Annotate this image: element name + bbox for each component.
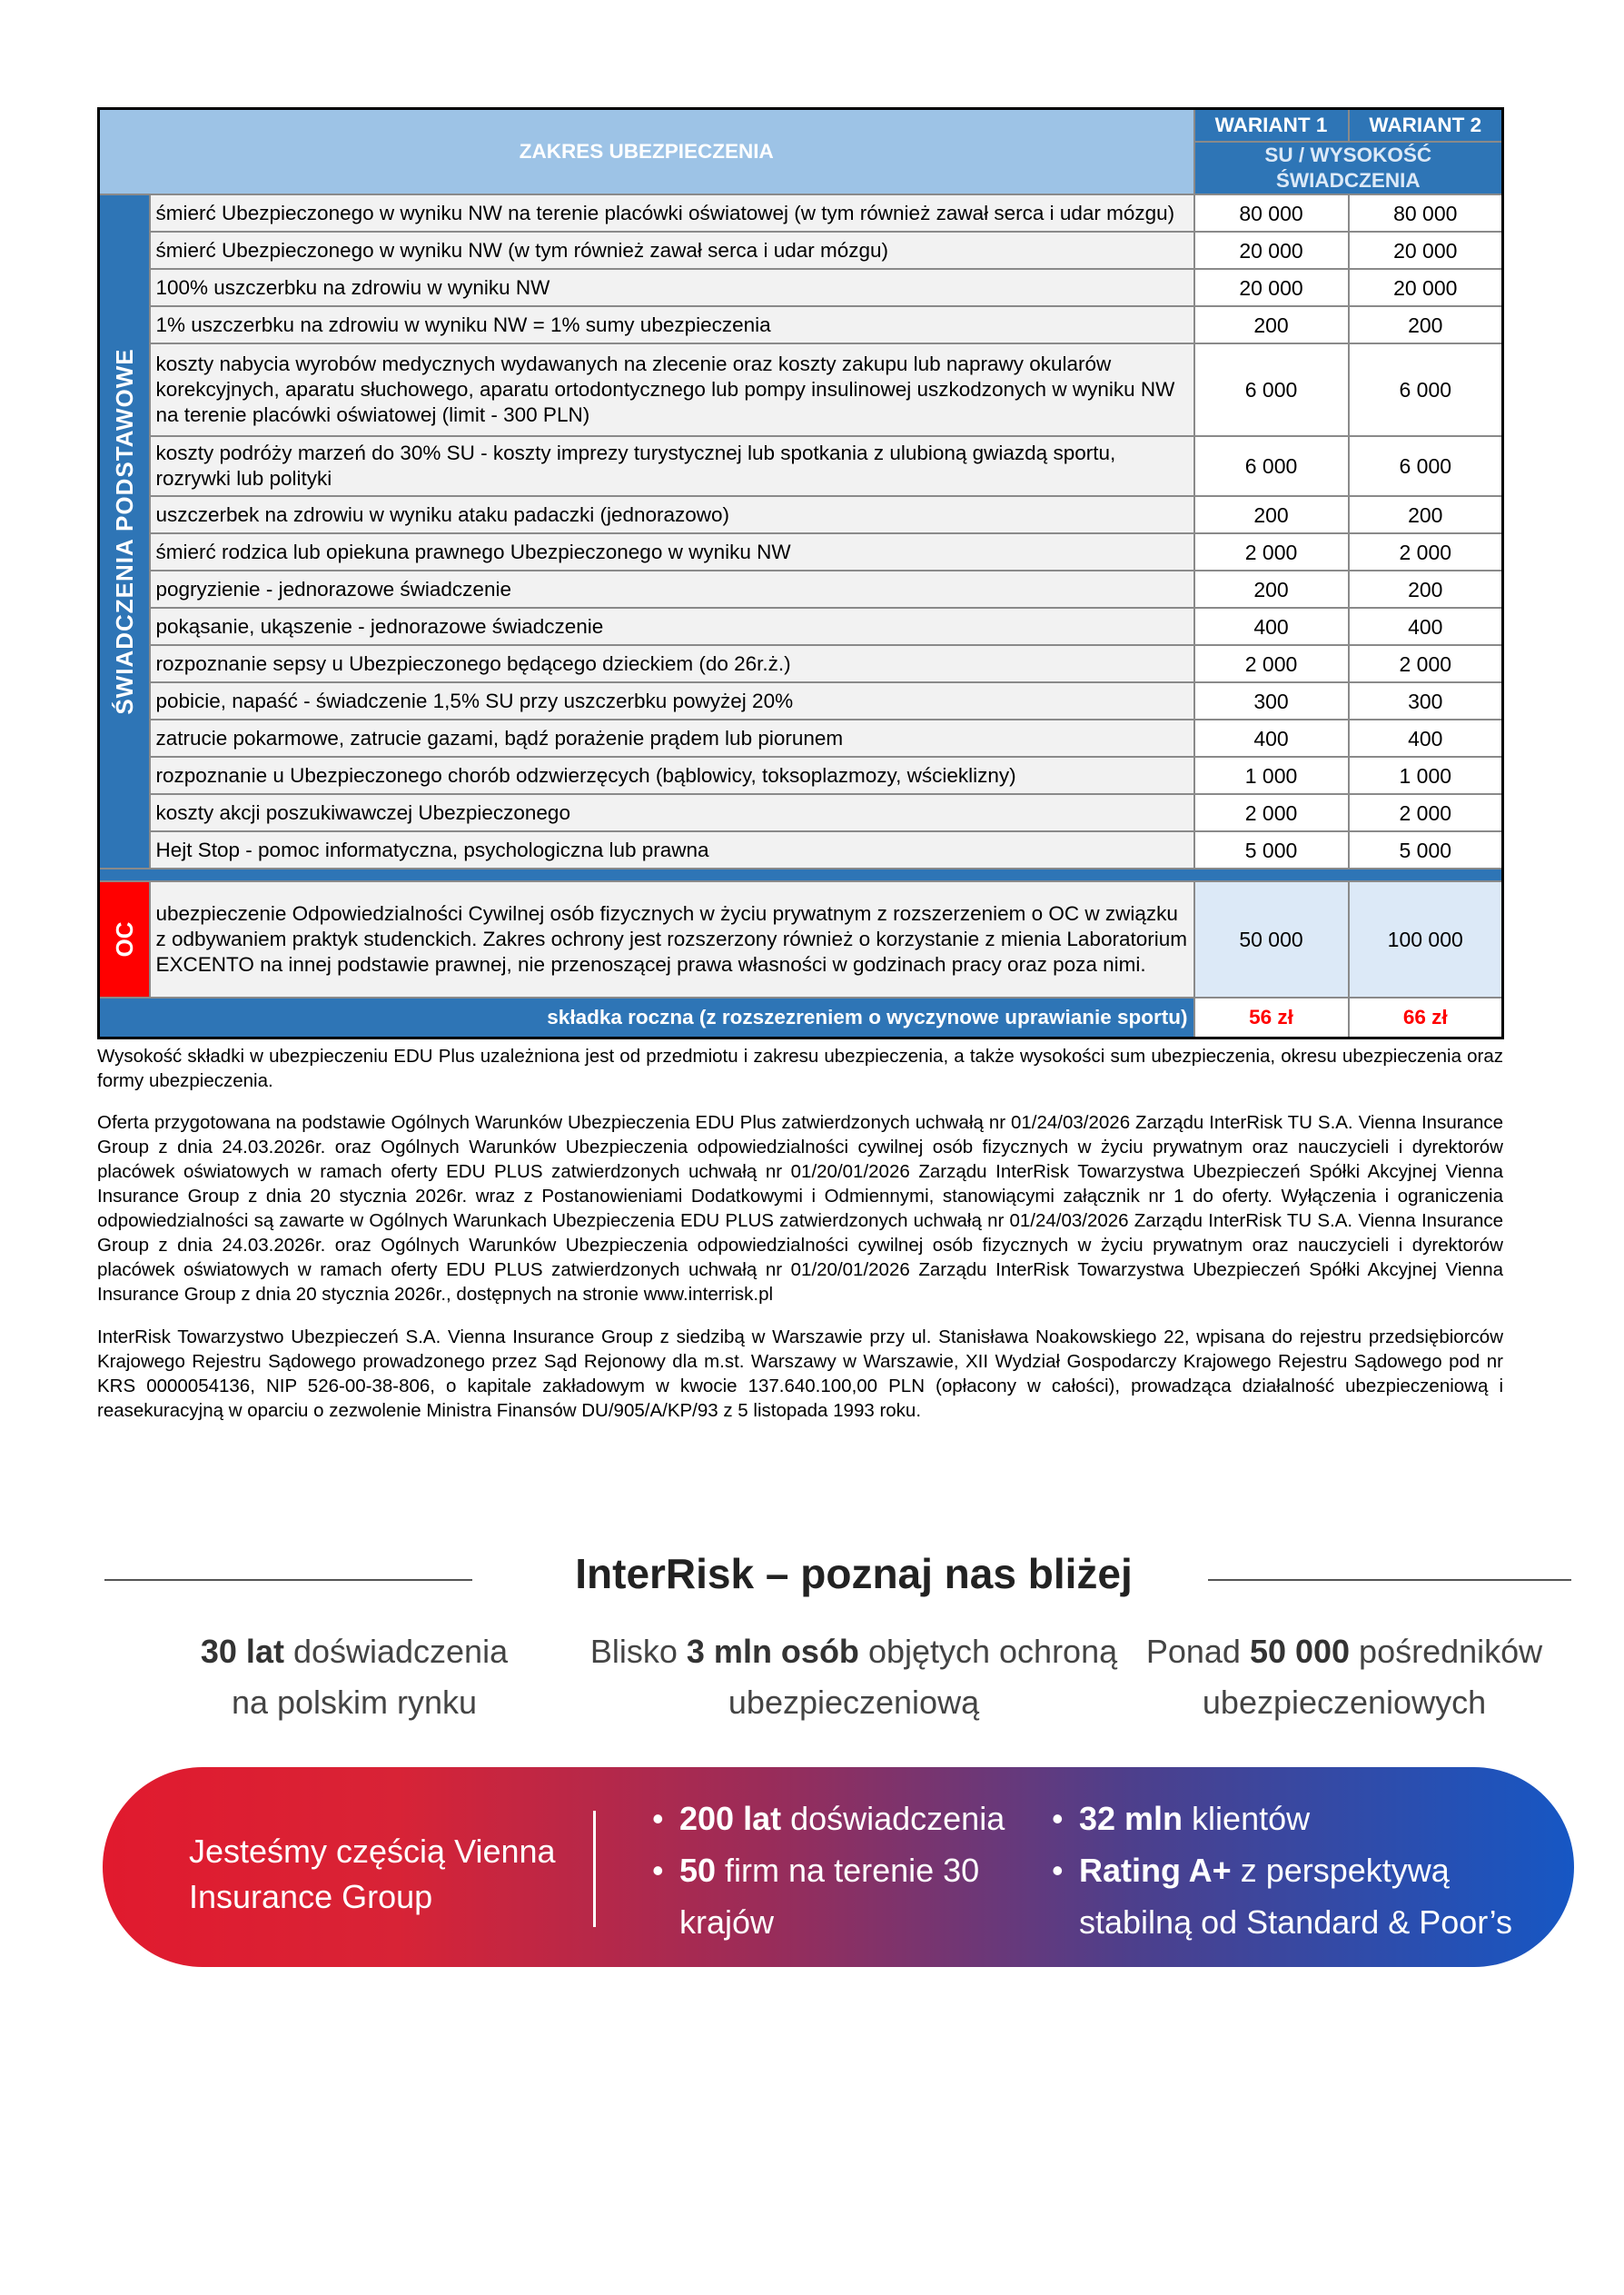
table-row <box>99 343 1503 436</box>
stat-insured-people: Blisko 3 mln osób objętych ochroną ubezpieczeniową <box>589 1633 1118 1721</box>
benefit-description: 100% uszczerbku na zdrowiu w wyniku NW <box>150 269 1194 306</box>
benefit-description: pobicie, napaść - świadczenie 1,5% SU przy uszczerbku powyżej 20% <box>150 682 1194 720</box>
variant2-value: 400 <box>1349 720 1503 757</box>
vig-membership-text: Jesteśmy częścią Vienna Insurance Group <box>189 1833 556 1915</box>
table-row <box>99 831 1503 869</box>
variant2-value: 20 000 <box>1349 232 1503 269</box>
basic-benefits-side-label <box>99 194 150 869</box>
table-row <box>99 720 1503 757</box>
benefit-description: pogryzienie - jednorazowe świadczenie <box>150 571 1194 608</box>
variant1-premium: 56 zł <box>1194 998 1349 1038</box>
benefit-description: śmierć Ubezpieczonego w wyniku NW (w tym również zawał serca i udar mózgu) <box>150 232 1194 269</box>
section-separator <box>99 869 1503 881</box>
fact-clients: • 32 mln klientów <box>1052 1793 1560 1844</box>
variant2-value: 5 000 <box>1349 831 1503 869</box>
fact-rating: • Rating A+ z perspektywą stabilną od Standard & Poor’s <box>1052 1844 1560 1948</box>
variant1-value: 1 000 <box>1194 757 1349 794</box>
table-row <box>99 194 1503 232</box>
vig-banner <box>103 1767 1574 1967</box>
variant2-value: 1 000 <box>1349 757 1503 794</box>
benefit-description: rozpoznanie sepsy u Ubezpieczonego będącego dzieckiem (do 26r.ż.) <box>150 645 1194 682</box>
variant1-value: 20 000 <box>1194 269 1349 306</box>
variant1-value: 300 <box>1194 682 1349 720</box>
variant1-value: 400 <box>1194 608 1349 645</box>
variant1-value: 20 000 <box>1194 232 1349 269</box>
coverage-table <box>97 107 1504 1039</box>
variant2-value: 300 <box>1349 682 1503 720</box>
table-row <box>99 608 1503 645</box>
table-row <box>99 794 1503 831</box>
oc-label-text: OC <box>110 921 138 958</box>
benefit-description: koszty akcji poszukiwawczej Ubezpieczonego <box>150 794 1194 831</box>
stat-experience: 30 lat doświadczenia na polskim rynku <box>200 1633 509 1721</box>
table-title: ZAKRES UBEZPIECZENIA <box>99 109 1194 195</box>
variant2-header: WARIANT 2 <box>1349 109 1503 143</box>
variant2-value: 200 <box>1349 306 1503 343</box>
variant1-value: 2 000 <box>1194 533 1349 571</box>
variant1-value: 200 <box>1194 496 1349 533</box>
annual-premium-row <box>99 998 1503 1038</box>
banner-divider <box>593 1811 596 1927</box>
variant1-header: WARIANT 1 <box>1194 109 1349 143</box>
company-info-note: InterRisk Towarzystwo Ubezpieczeń S.A. Vienna Insurance Group z siedzibą w Warszawie przy ul. Stanisława Noakowskiego 22, wpisana do rejestru przedsiębiorców Krajowego Rejestru Sądowego prowadzonego przez Sąd Rejonowy dla m.st. Warszawy w Warszawie, XII Wydział Gospodarczy Krajowego Rejestru Sądowego pod nr KRS 0000054136, NIP 526-00-38-806, o kapitale zakładowym w kwocie 137.640.100,00 PLN (opłacony w całości), prowadząca działalność ubezpieczeniową i reasekuracyjną w oparciu o zezwolenie Ministra Finansów DU/905/A/KP/93 z 5 listopada 1993 roku. <box>97 1326 1503 1421</box>
variant1-value: 2 000 <box>1194 645 1349 682</box>
variant2-value: 2 000 <box>1349 794 1503 831</box>
fact-companies: • 50 firm na terenie 30 krajów <box>652 1844 1034 1948</box>
sum-insured-subheader: SU / WYSOKOŚĆ ŚWIADCZENIA <box>1194 142 1503 194</box>
table-row <box>99 496 1503 533</box>
benefit-description: śmierć rodzica lub opiekuna prawnego Ubezpieczonego w wyniku NW <box>150 533 1194 571</box>
table-row <box>99 645 1503 682</box>
variant1-value: 2 000 <box>1194 794 1349 831</box>
vig-facts-right <box>1052 1793 1560 1948</box>
stat-intermediaries: Ponad 50 000 pośredników ubezpieczeniowych <box>1145 1633 1543 1721</box>
variant1-value: 80 000 <box>1194 194 1349 232</box>
variant2-value: 200 <box>1349 571 1503 608</box>
table-row <box>99 682 1503 720</box>
oc-description: ubezpieczenie Odpowiedzialności Cywilnej osób fizycznych w życiu prywatnym z rozszerzeniem o OC w związku z odbywaniem praktyk studenckich. Zakres ochrony jest rozszerzony również o korzystanie z mienia Laboratorium EXCENTO na innej podstawie prawnej, nie przenoszącej prawa własności w godzinach pracy oraz poza nimi. <box>150 881 1194 998</box>
variant2-value: 6 000 <box>1349 436 1503 496</box>
variant2-value: 400 <box>1349 608 1503 645</box>
variant1-value: 200 <box>1194 571 1349 608</box>
title-rule-right <box>1208 1579 1571 1581</box>
vig-facts-left <box>652 1793 1034 1948</box>
variant1-value: 6 000 <box>1194 436 1349 496</box>
variant2-value: 2 000 <box>1349 645 1503 682</box>
variant1-value: 200 <box>1194 306 1349 343</box>
variant1-value: 6 000 <box>1194 343 1349 436</box>
premium-note: Wysokość składki w ubezpieczeniu EDU Plus uzależniona jest od przedmiotu i zakresu ubezpieczenia, a także wysokości sum ubezpieczenia, okresu ubezpieczenia oraz formy ubezpieczenia. <box>97 1046 1503 1091</box>
side-label-text: ŚWIADCZENIA PODSTAWOWE <box>110 348 138 715</box>
table-row <box>99 306 1503 343</box>
promo-title: InterRisk – poznaj nas bliżej <box>575 1550 1133 1597</box>
benefit-description: uszczerbek na zdrowiu w wyniku ataku padaczki (jednorazowo) <box>150 496 1194 533</box>
benefit-description: pokąsanie, ukąszenie - jednorazowe świadczenie <box>150 608 1194 645</box>
title-rule-left <box>104 1579 472 1581</box>
variant2-premium: 66 zł <box>1349 998 1503 1038</box>
fact-years: • 200 lat doświadczenia <box>652 1793 1034 1844</box>
table-row <box>99 533 1503 571</box>
benefit-description: koszty nabycia wyrobów medycznych wydawanych na zlecenie oraz koszty zakupu lub naprawy okularów korekcyjnych, aparatu słuchowego, aparatu ortodontycznego lub pompy insulinowej uszkodzonych w wyniku NW na terenie placówki oświatowej (limit - 300 PLN) <box>150 343 1194 436</box>
oc-variant1-value: 50 000 <box>1194 881 1349 998</box>
terms-note: Oferta przygotowana na podstawie Ogólnych Warunków Ubezpieczenia EDU Plus zatwierdzonych uchwałą nr 01/24/03/2026 Zarządu InterRisk TU S.A. Vienna Insurance Group z dnia 24.03.2026r. oraz Ogólnych Warunków Ubezpieczenia odpowiedzialności cywilnej osób fizycznych w życiu prywatnym oraz nauczycieli i dyrektorów placówek oświatowych w ramach oferty EDU PLUS zatwierdzonych uchwałą nr 01/20/01/2026 Zarządu InterRisk Towarzystwa Ubezpieczeń Spółki Akcyjnej Vienna Insurance Group z dnia 20 stycznia 2026r. wraz z Postanowieniami Dodatkowymi i Odmiennymi, stanowiącymi załącznik nr 1 do oferty. Wyłączenia i ograniczenia odpowiedzialności są zawarte w Ogólnych Warunkach Ubezpieczenia EDU PLUS zatwierdzonych uchwałą nr 01/24/03/2026 Zarządu InterRisk TU S.A. Vienna Insurance Group z dnia 24.03.2026r. oraz Ogólnych Warunków Ubezpieczenia odpowiedzialności cywilnej osób fizycznych w życiu prywatnym oraz nauczycieli i dyrektorów placówek oświatowych w ramach oferty EDU PLUS zatwierdzonych uchwałą nr 01/20/01/2026 Zarządu InterRisk Towarzystwa Ubezpieczeń Spółki Akcyjnej Vienna Insurance Group z dnia 20 stycznia 2026r., dostępnych na stronie www.interrisk.pl <box>97 1112 1503 1305</box>
oc-variant2-value: 100 000 <box>1349 881 1503 998</box>
table-row <box>99 571 1503 608</box>
table-row <box>99 232 1503 269</box>
benefit-description: 1% uszczerbku na zdrowiu w wyniku NW = 1% sumy ubezpieczenia <box>150 306 1194 343</box>
benefit-description: śmierć Ubezpieczonego w wyniku NW na terenie placówki oświatowej (w tym również zawał serca i udar mózgu) <box>150 194 1194 232</box>
annual-premium-label: składka roczna (z rozszezreniem o wyczynowe uprawianie sportu) <box>99 998 1194 1038</box>
table-row <box>99 269 1503 306</box>
table-row <box>99 436 1503 496</box>
table-row <box>99 757 1503 794</box>
separator-bar <box>99 869 1503 881</box>
benefit-description: koszty podróży marzeń do 30% SU - koszty imprezy turystycznej lub spotkania z ulubioną gwiazdą sportu, rozrywki lub polityki <box>150 436 1194 496</box>
oc-row <box>99 881 1503 998</box>
oc-side-label <box>99 881 150 998</box>
variant2-value: 20 000 <box>1349 269 1503 306</box>
benefit-description: rozpoznanie u Ubezpieczonego chorób odzwierzęcych (bąblowicy, toksoplazmozy, wścieklizny) <box>150 757 1194 794</box>
benefit-description: Hejt Stop - pomoc informatyczna, psychologiczna lub prawna <box>150 831 1194 869</box>
variant1-value: 5 000 <box>1194 831 1349 869</box>
variant2-value: 80 000 <box>1349 194 1503 232</box>
benefit-description: zatrucie pokarmowe, zatrucie gazami, bądź porażenie prądem lub piorunem <box>150 720 1194 757</box>
variant2-value: 2 000 <box>1349 533 1503 571</box>
variant2-value: 6 000 <box>1349 343 1503 436</box>
variant1-value: 400 <box>1194 720 1349 757</box>
variant2-value: 200 <box>1349 496 1503 533</box>
